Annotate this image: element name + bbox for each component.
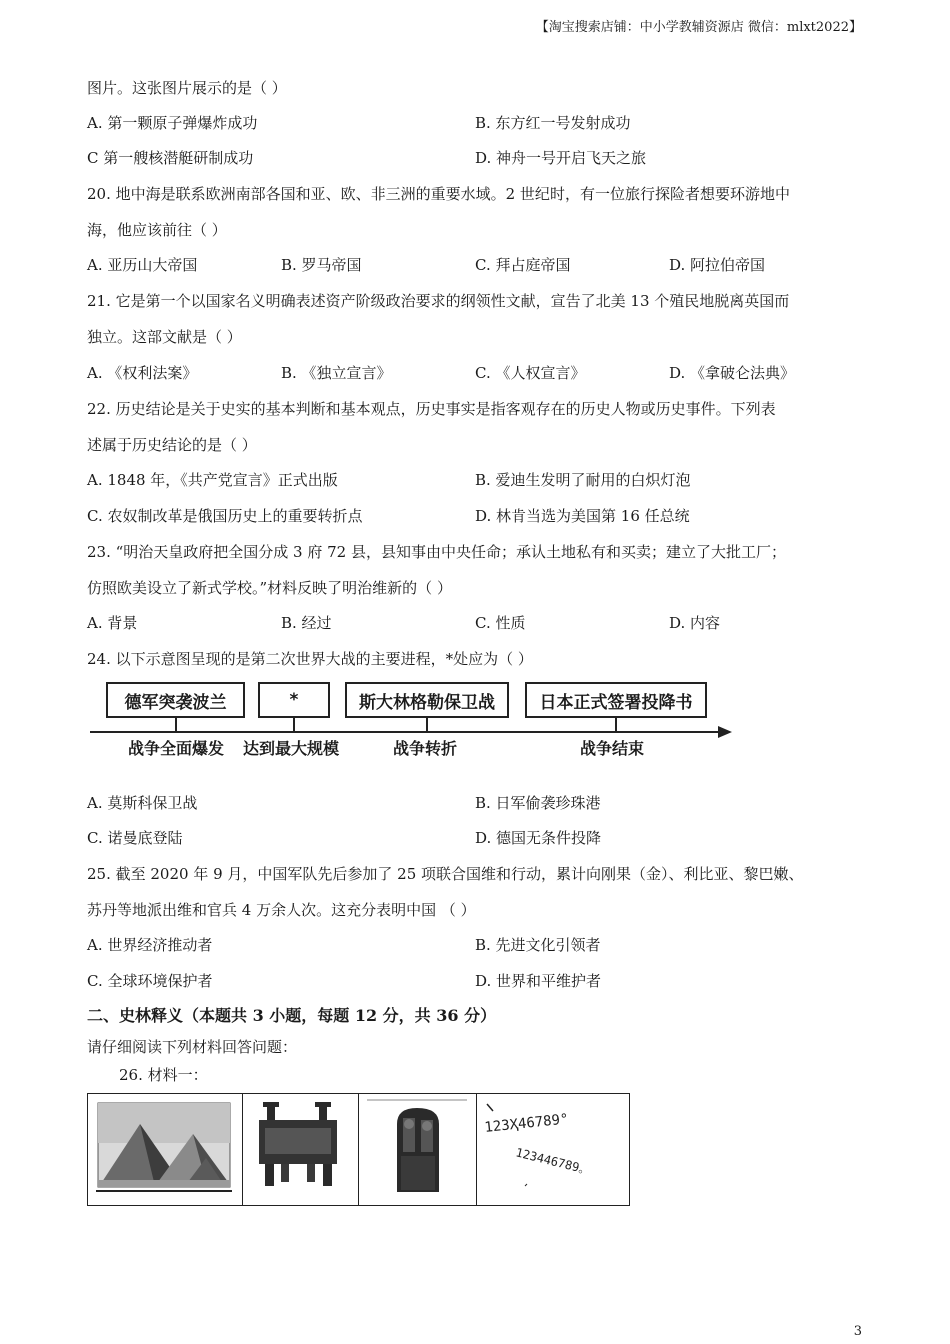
q26-material-image-table: [87, 1093, 630, 1206]
q20-option-d: D. 阿拉伯帝国: [669, 256, 766, 274]
timeline-box-japan-surrender: 日本正式签署投降书: [525, 682, 707, 718]
timeline-tick: [293, 718, 295, 732]
pyramids-image: [88, 1094, 243, 1205]
page-number: 3: [853, 1324, 862, 1339]
q21-option-b: B. 《独立宣言》: [281, 364, 392, 382]
timeline-axis: [90, 731, 720, 733]
timeline-box-stalingrad: 斯大林格勒保卫战: [345, 682, 509, 718]
numerals-image: [477, 1094, 629, 1205]
timeline-arrowhead: [718, 726, 732, 738]
q19-option-c: C 第一艘核潜艇研制成功: [87, 149, 254, 167]
q23-option-b: B. 经过: [281, 614, 332, 632]
hammurabi-stele-image: [359, 1094, 477, 1205]
numerals-line-1: 123Ҳ46789°: [483, 1111, 570, 1136]
q22-option-b: B. 爱迪生发明了耐用的白炽灯泡: [475, 471, 691, 489]
q26-label: 26. 材料一：: [119, 1066, 208, 1084]
q25-option-a: A. 世界经济推动者: [87, 936, 213, 954]
q21-option-d: D. 《拿破仑法典》: [669, 364, 796, 382]
q20-stem-line1: 20. 地中海是联系欧洲南部各国和亚、欧、非三洲的重要水域。2 世纪时，有一位旅行探险者想要环游地中: [87, 185, 790, 203]
timeline-stage-end: 战争结束: [580, 739, 645, 758]
q24-option-a: A. 莫斯科保卫战: [87, 794, 198, 812]
numerals-line-2: 123446789。: [514, 1145, 593, 1178]
q25-option-d: D. 世界和平维护者: [475, 972, 602, 990]
q24-option-b: B. 日军偷袭珍珠港: [475, 794, 601, 812]
q25-stem-line2: 苏丹等地派出维和官兵 4 万余人次。这充分表明中国 （ ）: [87, 901, 476, 919]
q21-option-c: C. 《人权宣言》: [475, 364, 586, 382]
timeline-tick: [175, 718, 177, 732]
q24-option-c: C. 诺曼底登陆: [87, 829, 183, 847]
q23-option-a: A. 背景: [87, 614, 138, 632]
q20-option-c: C. 拜占庭帝国: [475, 256, 571, 274]
q23-option-c: C. 性质: [475, 614, 526, 632]
q19-option-a: A. 第一颗原子弹爆炸成功: [87, 114, 258, 132]
q22-option-d: D. 林肯当选为美国第 16 任总统: [475, 507, 690, 525]
timeline-box-blank: *: [258, 682, 330, 718]
section-2-instruction: 请仔细阅读下列材料回答问题：: [87, 1038, 298, 1056]
timeline-box-invasion-of-poland: 德军突袭波兰: [106, 682, 245, 718]
q20-option-b: B. 罗马帝国: [281, 256, 362, 274]
section-2-title: 二、史林释义（本题共 3 小题，每题 12 分，共 36 分）: [87, 1006, 497, 1025]
q20-stem-line2: 海，他应该前往（ ）: [87, 221, 227, 239]
q24-option-d: D. 德国无条件投降: [475, 829, 602, 847]
q19-option-b: B. 东方红一号发射成功: [475, 114, 631, 132]
timeline-stage-turning-point: 战争转折: [393, 739, 458, 758]
timeline-stage-outbreak: 战争全面爆发: [128, 739, 225, 758]
q25-option-b: B. 先进文化引领者: [475, 936, 601, 954]
q25-option-c: C. 全球环境保护者: [87, 972, 213, 990]
q24-stem: 24. 以下示意图呈现的是第二次世界大战的主要进程，*处应为（ ）: [87, 650, 533, 668]
q21-option-a: A. 《权利法案》: [87, 364, 198, 382]
q19-stem: 图片。这张图片展示的是（ ）: [87, 79, 287, 97]
q20-option-a: A. 亚历山大帝国: [87, 256, 198, 274]
q21-stem-line1: 21. 它是第一个以国家名义明确表述资产阶级政治要求的纲领性文献，宣告了北美 13 个殖民地脱离英国而: [87, 292, 790, 310]
ww2-timeline-diagram: [88, 678, 748, 770]
q21-stem-line2: 独立。这部文献是（ ）: [87, 328, 242, 346]
q22-option-a: A. 1848 年，《共产党宣言》正式出版: [87, 471, 338, 489]
q23-stem-line1: 23. “明治天皇政府把全国分成 3 府 72 县，县知事由中央任命；承认土地私有和买卖；建立了大批工厂；: [87, 543, 786, 561]
page-header: 【淘宝搜索店铺：中小学教辅资源店 微信：mlxt2022】: [535, 20, 862, 35]
q19-option-d: D. 神舟一号开启飞天之旅: [475, 149, 647, 167]
timeline-stage-peak: 达到最大规模: [243, 739, 340, 758]
q23-option-d: D. 内容: [669, 614, 721, 632]
q25-stem-line1: 25. 截至 2020 年 9 月，中国军队先后参加了 25 项联合国维和行动，累计向刚果（金）、利比亚、黎巴嫩、: [87, 865, 804, 883]
q22-option-c: C. 农奴制改革是俄国历史上的重要转折点: [87, 507, 363, 525]
timeline-tick: [426, 718, 428, 732]
bronze-ding-image: [243, 1094, 359, 1205]
timeline-tick: [615, 718, 617, 732]
q23-stem-line2: 仿照欧美设立了新式学校。”材料反映了明治维新的（ ）: [87, 579, 452, 597]
q22-stem-line2: 述属于历史结论的是（ ）: [87, 436, 257, 454]
q22-stem-line1: 22. 历史结论是关于史实的基本判断和基本观点，历史事实是指客观存在的历史人物或历史事件。下列表: [87, 400, 776, 418]
